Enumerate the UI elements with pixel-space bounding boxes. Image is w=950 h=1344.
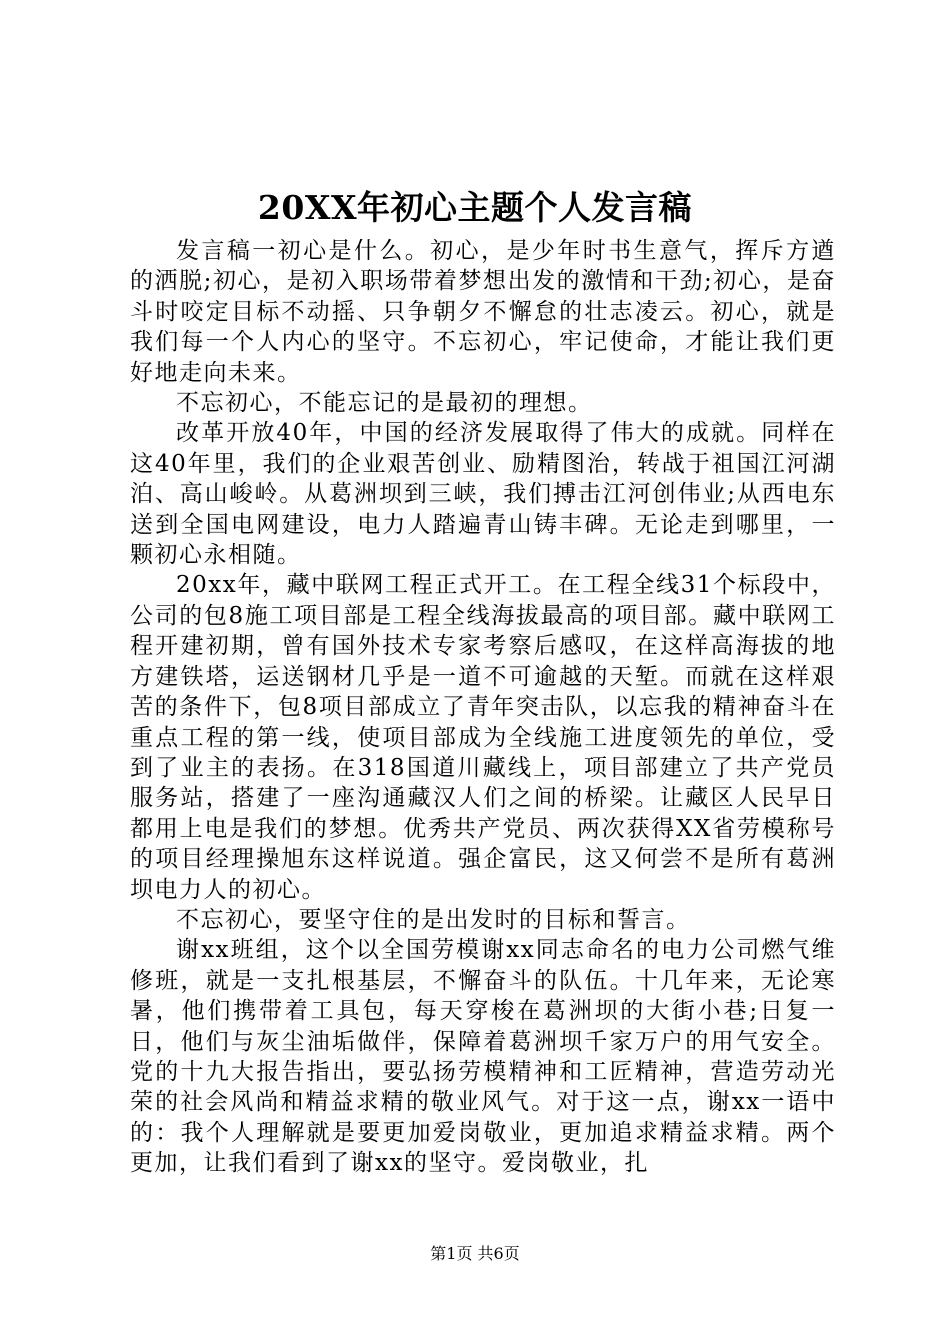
document-body [130, 236, 836, 1179]
paragraph: 谢xx班组，这个以全国劳模谢xx同志命名的电力公司燃气维修班，就是一支扎根基层，不懈奋斗的队伍。十几年来，无论寒暑，他们携带着工具包，每天穿梭在葛洲坝的大街小巷;日复一日，他们与灰尘油垢做伴，保障着葛洲坝千家万户的用气安全。党的十九大报告指出，要弘扬劳模精神和工匠精神，营造劳动光荣的社会风尚和精益求精的敬业风气。对于这一点，谢xx一语中的：我个人理解就是要更加爱岗敬业，更加追求精益求精。两个更加，让我们看到了谢xx的坚守。爱岗敬业，扎 [130, 937, 836, 1177]
paragraph: 发言稿一初心是什么。初心，是少年时书生意气，挥斥方遒的洒脱;初心，是初入职场带着梦想出发的激情和干劲;初心，是奋斗时咬定目标不动摇、只争朝夕不懈怠的壮志凌云。初心，就是我们每一个人内心的坚守。不忘初心，牢记使命，才能让我们更好地走向未来。 [130, 238, 836, 386]
paragraph: 改革开放40年，中国的经济发展取得了伟大的成就。同样在这40年里，我们的企业艰苦创业、励精图治，转战于祖国江河湖泊、高山峻岭。从葛洲坝到三峡，我们搏击江河创伟业;从西电东送到全国电网建设，电力人踏遍青山铸丰碑。无论走到哪里，一颗初心永相随。 [130, 420, 836, 569]
paragraph: 不忘初心，要坚守住的是出发时的目标和誓言。 [176, 906, 691, 933]
page-footer: 第1页 共6页 [430, 1244, 520, 1263]
paragraph: 不忘初心，不能忘记的是最初的理想。 [176, 390, 593, 417]
document-title: 20XX年初心主题个人发言稿 [257, 188, 693, 227]
paragraph: 20xx年，藏中联网工程正式开工。在工程全线31个标段中，公司的包8施工项目部是工程全线海拔最高的项目部。藏中联网工程开建初期，曾有国外技术专家考察后感叹，在这样高海拔的地方建铁塔，运送钢材几乎是一道不可逾越的天堑。而就在这样艰苦的条件下，包8项目部成立了青年突击队，以忘我的精神奋斗在重点工程的第一线，使项目部成为全线施工进度领先的单位，受到了业主的表扬。在318国道川藏线上，项目部建立了共产党员服务站，搭建了一座沟通藏汉人们之间的桥梁。让藏区人民早日都用上电是我们的梦想。优秀共产党员、两次获得XX省劳模称号的项目经理操旭东这样说道。强企富民，这又何尝不是所有葛洲坝电力人的初心。 [130, 572, 836, 903]
